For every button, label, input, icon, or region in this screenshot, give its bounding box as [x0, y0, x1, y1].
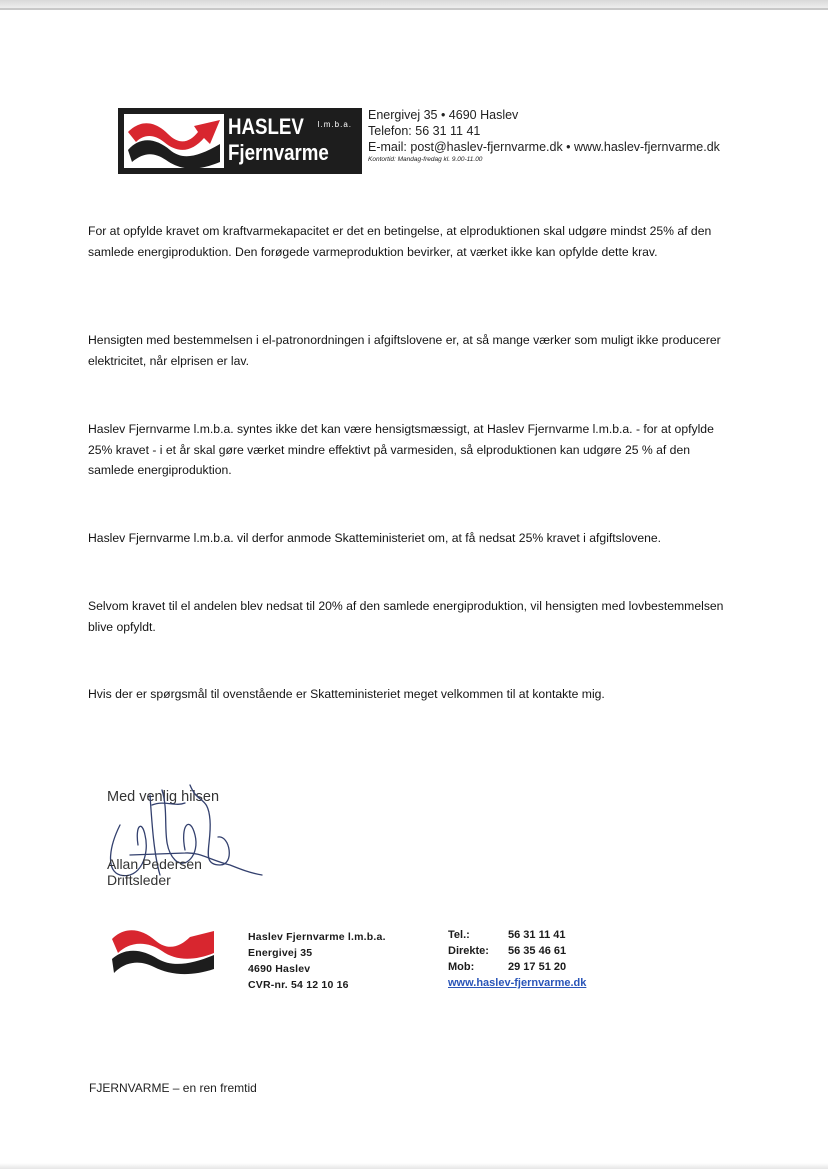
footer-contact-label: Mob: — [448, 961, 475, 973]
footer-contact-label: Direkte: — [448, 945, 489, 957]
footer-city: 4690 Haslev — [248, 963, 311, 975]
footer-street: Energivej 35 — [248, 947, 313, 959]
closing-greeting: Med venlig hilsen — [107, 789, 220, 805]
letterhead-email-web: E-mail: post@haslev-fjernvarme.dk • www.haslev-fjernvarme.dk — [368, 140, 720, 154]
footer-website-link[interactable]: www.haslev-fjernvarme.dk — [448, 977, 587, 989]
letterhead-contact — [368, 107, 720, 165]
scan-edge-bottom — [0, 1163, 828, 1169]
paragraph-2: Hensigten med bestemmelsen i el-patronordningen i afgiftslovene er, at så mange værker som muligt ikke producerer elektricitet, når elprisen er lav. — [88, 333, 721, 368]
letterhead-office-hours: Kontortid: Mandag-fredag kl. 9.00-11.00 — [368, 156, 483, 163]
footer-contact-row — [448, 959, 586, 975]
signer-name: Allan Pedersen — [107, 856, 202, 872]
footer-cvr: CVR-nr. 54 12 10 16 — [248, 979, 349, 991]
logo-amba-text: l.m.b.a. — [317, 120, 352, 129]
logo-haslev-text: HASLEV — [228, 114, 304, 139]
paragraph-1: For at opfylde kravet om kraftvarmekapacitet er det en betingelse, at elproduktionen skal udgøre mindst 25% af den samlede energiproduktion. Den forøgede varmeproduktion bevirker, at værket ikke kan opfylde dette krav. — [88, 224, 712, 259]
footer-contact-label: Tel.: — [448, 929, 470, 941]
paragraph-5: Selvom kravet til el andelen blev nedsat til 20% af den samlede energiproduktion, vil hensigten med lovbestemmelsen blive opfyldt. — [88, 599, 724, 634]
scan-edge-top — [0, 0, 828, 10]
letterhead-address: Energivej 35 • 4690 Haslev — [368, 108, 519, 122]
footer-contact-value: 56 31 11 41 — [508, 929, 566, 941]
paragraph-3: Haslev Fjernvarme l.m.b.a. syntes ikke det kan være hensigtsmæssigt, at Haslev Fjernvarme l.m.b.a. - for at opfylde 25% kravet - i et år skal gøre værket mindre effektivt på varmesiden, så elproduktionen kan udgøre 25 % af den samlede energiproduktion. — [88, 422, 714, 477]
logo-wordmark — [228, 114, 356, 168]
company-logo — [118, 108, 362, 174]
letterhead-phone: Telefon: 56 31 11 41 — [368, 124, 481, 138]
paragraph-4: Haslev Fjernvarme l.m.b.a. vil derfor anmode Skatteministeriet om, at få nedsat 25% kravet i afgiftslovene. — [88, 531, 662, 545]
footer-logo — [110, 925, 216, 975]
paragraph-6: Hvis der er spørgsmål til ovenstående er Skatteministeriet meget velkommen til at kontakte mig. — [88, 687, 605, 701]
logo-arrow-graphic — [124, 114, 224, 168]
footer-contact-row — [448, 943, 586, 959]
footer-contact-row — [448, 927, 586, 943]
footer-tagline: FJERNVARME – en ren fremtid — [89, 1081, 257, 1095]
signer-block — [107, 856, 202, 888]
footer-company-name: Haslev Fjernvarme l.m.b.a. — [248, 931, 386, 943]
logo-fjernvarme-text: Fjernvarme — [228, 140, 329, 165]
footer-company-block — [248, 929, 386, 993]
footer-contact-value: 56 35 46 61 — [508, 945, 567, 957]
signer-title: Driftsleder — [107, 872, 171, 888]
footer-contact-block — [448, 927, 586, 991]
footer-contact-value: 29 17 51 20 — [508, 961, 567, 973]
